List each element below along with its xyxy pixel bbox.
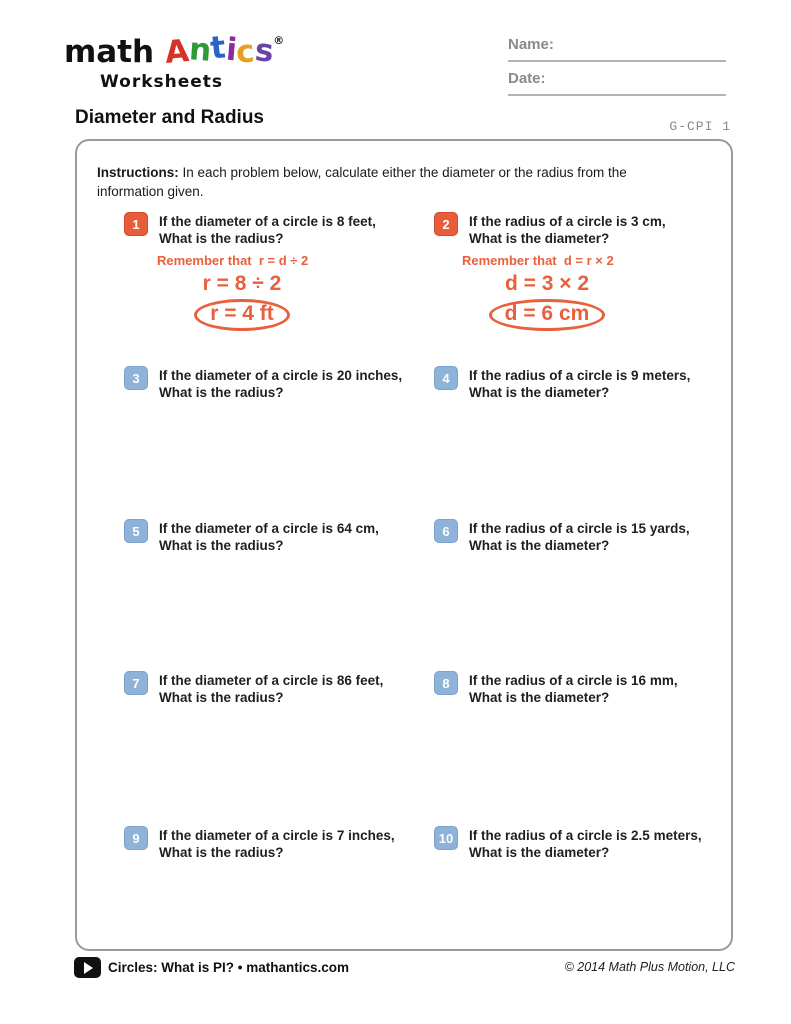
answer-circle: r = 4 ft <box>194 299 290 331</box>
instructions-text: In each problem below, calculate either the diameter or the radius from the information given. <box>97 164 627 199</box>
problem-question <box>469 826 702 861</box>
solution-step: r = 8 ÷ 2 <box>202 272 282 295</box>
problem-number-badge: 1 <box>124 212 148 236</box>
play-triangle-icon <box>84 962 93 974</box>
footer-copyright: © 2014 Math Plus Motion, LLC <box>564 960 735 974</box>
math-antics-logo <box>64 29 285 92</box>
logo-math-text: math <box>64 34 165 70</box>
logo-letter: s <box>253 32 275 70</box>
question-line-2: What is the diameter? <box>469 844 610 860</box>
question-line-1: If the radius of a circle is 3 cm, <box>469 214 666 229</box>
question-line-2: What is the diameter? <box>469 689 610 705</box>
registered-mark: ® <box>273 34 285 47</box>
problem-question <box>159 826 395 861</box>
question-line-2: What is the radius? <box>159 230 284 246</box>
problem-question <box>159 519 379 554</box>
question-line-1: If the diameter of a circle is 8 feet, <box>159 214 376 229</box>
problem-5 <box>124 519 414 554</box>
problem-number-badge: 5 <box>124 519 148 543</box>
logo-wordmark <box>64 29 285 71</box>
problem-number-badge: 2 <box>434 212 458 236</box>
date-label: Date: <box>508 70 546 87</box>
name-date-block <box>508 36 726 104</box>
problem-question <box>159 366 402 401</box>
solution-answer <box>462 299 632 331</box>
logo-tagline: Worksheets <box>100 72 224 92</box>
question-line-1: If the diameter of a circle is 7 inches, <box>159 828 395 843</box>
problem-2 <box>434 212 724 247</box>
instructions <box>97 163 677 201</box>
question-line-2: What is the radius? <box>159 537 284 553</box>
question-line-1: If the radius of a circle is 9 meters, <box>469 368 691 383</box>
question-line-1: If the diameter of a circle is 64 cm, <box>159 521 379 536</box>
problem-1 <box>124 212 414 247</box>
solution-hint: Remember that d = r × 2 <box>462 253 614 268</box>
question-line-2: What is the diameter? <box>469 537 610 553</box>
question-line-1: If the radius of a circle is 15 yards, <box>469 521 690 536</box>
question-line-1: If the diameter of a circle is 86 feet, <box>159 673 384 688</box>
problem-question <box>469 212 666 247</box>
problem-number-badge: 7 <box>124 671 148 695</box>
page-title: Diameter and Radius <box>75 107 264 128</box>
problem-number-badge: 4 <box>434 366 458 390</box>
problem-question <box>469 519 690 554</box>
problem-question <box>469 366 690 401</box>
solution-answer <box>157 299 327 331</box>
problem-question <box>159 671 383 706</box>
problem-number-badge: 9 <box>124 826 148 850</box>
worksheet-code: G-CPI 1 <box>669 119 731 134</box>
problem-8 <box>434 671 724 706</box>
problem-question <box>159 212 376 247</box>
name-label: Name: <box>508 36 554 53</box>
question-line-1: If the radius of a circle is 2.5 meters, <box>469 828 702 843</box>
play-icon <box>74 957 101 978</box>
question-line-2: What is the diameter? <box>469 384 610 400</box>
solution-step: d = 3 × 2 <box>504 272 590 295</box>
problem-number-badge: 3 <box>124 366 148 390</box>
question-line-1: If the radius of a circle is 16 mm, <box>469 673 678 688</box>
problem-10 <box>434 826 724 861</box>
logo-letter: i <box>224 31 239 69</box>
logo-letter: n <box>187 31 213 69</box>
problem-1-solution <box>157 253 327 331</box>
question-line-2: What is the radius? <box>159 384 284 400</box>
problem-2-solution <box>462 253 632 331</box>
question-line-2: What is the diameter? <box>469 230 610 246</box>
question-line-2: What is the radius? <box>159 689 284 705</box>
problem-question <box>469 671 678 706</box>
problem-4 <box>434 366 724 401</box>
problem-number-badge: 10 <box>434 826 458 850</box>
problem-9 <box>124 826 414 861</box>
logo-letter: c <box>235 33 257 71</box>
problem-7 <box>124 671 414 706</box>
logo-letter: A <box>163 33 191 71</box>
footer-video-title: Circles: What is PI? • mathantics.com <box>108 960 350 975</box>
problem-number-badge: 6 <box>434 519 458 543</box>
instructions-label: Instructions: <box>97 164 179 180</box>
worksheet-body <box>75 139 733 951</box>
problem-3 <box>124 366 414 401</box>
name-line <box>508 36 726 62</box>
date-line <box>508 70 726 96</box>
question-line-1: If the diameter of a circle is 20 inches, <box>159 368 403 383</box>
problem-6 <box>434 519 724 554</box>
answer-circle: d = 6 cm <box>489 299 606 331</box>
logo-letter: t <box>208 29 228 67</box>
logo-antics-text <box>163 29 275 71</box>
problem-number-badge: 8 <box>434 671 458 695</box>
question-line-2: What is the radius? <box>159 844 284 860</box>
solution-hint: Remember that r = d ÷ 2 <box>157 253 309 268</box>
